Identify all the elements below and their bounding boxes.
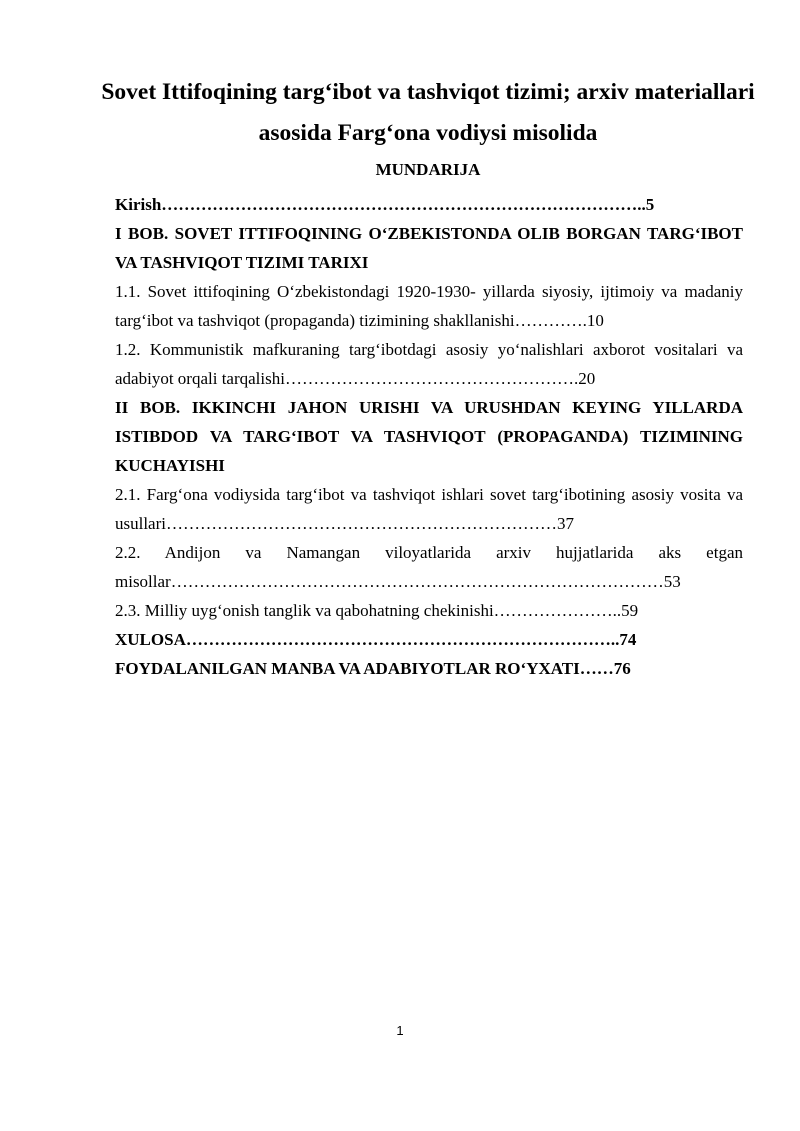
toc-entry-section-1-1[interactable]: 1.1. Sovet ittifoqining O‘zbekistondagi 1920-1930- yillarda siyosiy, ijtimoiy va madaniy targ‘ibot va tashviqot (propaganda) tizimining shakllanishi………….10 <box>115 282 743 330</box>
toc-entry-section-2-3[interactable]: 2.3. Milliy uyg‘onish tanglik va qabohatning chekinishi…………………..59 <box>115 601 639 620</box>
document-title: Sovet Ittifoqining targ‘ibot va tashviqot tizimi; arxiv materiallari asosida Farg‘ona vodiysi misolida <box>101 79 755 146</box>
toc-entry-chapter-2[interactable]: II BOB. IKKINCHI JAHON URISHI VA URUSHDAN KEYING YILLARDA ISTIBDOD VA TARG‘IBOT VA TASHVIQOT (PROPAGANDA) TIZIMINING KUCHAYISHI <box>115 398 743 475</box>
toc-entry-section-1-2[interactable]: 1.2. Kommunistik mafkuraning targ‘ibotdagi asosiy yo‘nalishlari axborot vositalari va adabiyot orqali tarqalishi…………………………………………….20 <box>115 340 743 388</box>
toc-entry-chapter-1[interactable]: I BOB. SOVET ITTIFOQINING O‘ZBEKISTONDA OLIB BORGAN TARG‘IBOT VA TASHVIQOT TIZIMI TARIXI <box>115 224 743 272</box>
toc-entry-section-2-2[interactable]: 2.2. Andijon va Namangan viloyatlarida arxiv hujjatlarida aks etgan misollar……………………………………………………………………………53 <box>115 543 743 591</box>
page-number: 1 <box>396 1023 404 1038</box>
toc-entry-intro[interactable]: Kirish…………………………………………………………………………..5 <box>115 195 655 214</box>
contents-heading: MUNDARIJA <box>375 160 481 179</box>
toc-entry-section-2-1[interactable]: 2.1. Farg‘ona vodiysida targ‘ibot va tashviqot ishlari sovet targ‘ibotining asosiy vosita va usullari……………………………………………………………37 <box>115 485 743 533</box>
table-of-contents <box>115 190 743 683</box>
toc-entry-conclusion[interactable]: XULOSA…………………………………………………………………..74 <box>115 630 637 649</box>
toc-entry-bibliography[interactable]: FOYDALANILGAN MANBA VA ADABIYOTLAR RO‘YXATI……76 <box>115 659 631 678</box>
